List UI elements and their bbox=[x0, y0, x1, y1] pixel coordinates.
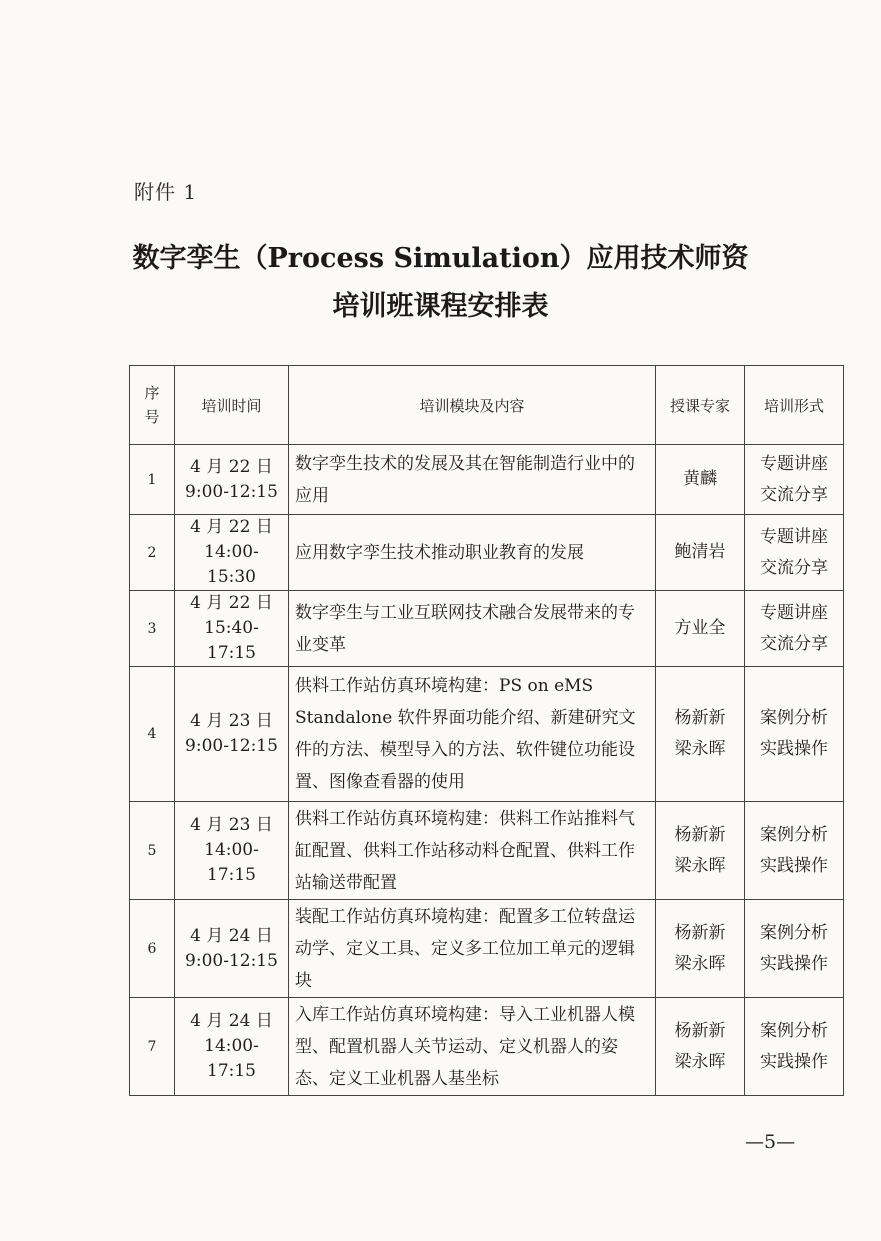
expert-name: 方业全 bbox=[674, 618, 726, 638]
row-form bbox=[745, 515, 844, 591]
expert-name: 梁永晖 bbox=[674, 739, 726, 759]
row-expert bbox=[656, 445, 745, 515]
row-form bbox=[745, 900, 844, 998]
row-form bbox=[745, 802, 844, 900]
row-expert bbox=[656, 802, 745, 900]
expert-name: 梁永晖 bbox=[674, 855, 726, 876]
row-content: 供料工作站仿真环境构建：PS on eMS Standalone 软件界面功能介绍、新建研究文件的方法、模型导入的方法、软件键位功能设置、图像查看器的使用 bbox=[289, 667, 656, 802]
header-content: 培训模块及内容 bbox=[289, 366, 656, 445]
header-form: 培训形式 bbox=[745, 366, 844, 445]
row-date: 4 月 24 日 bbox=[190, 1011, 273, 1031]
row-date: 4 月 23 日 bbox=[190, 711, 273, 731]
table-row bbox=[130, 445, 844, 515]
row-date: 4 月 23 日 bbox=[190, 815, 273, 835]
document-title-line-1: 数字孪生（Process Simulation）应用技术师资 bbox=[132, 243, 749, 274]
table-row bbox=[130, 998, 844, 1096]
row-date: 4 月 22 日 bbox=[190, 456, 273, 477]
row-time bbox=[175, 802, 289, 900]
row-form bbox=[745, 998, 844, 1096]
row-number: 7 bbox=[130, 998, 175, 1096]
row-date: 4 月 24 日 bbox=[190, 925, 273, 946]
row-time bbox=[175, 445, 289, 515]
form-label: 交流分享 bbox=[760, 557, 828, 578]
row-time-range: 9:00-12:15 bbox=[185, 736, 278, 756]
row-time bbox=[175, 900, 289, 998]
expert-name: 梁永晖 bbox=[674, 1051, 726, 1072]
attachment-label: 附件 1 bbox=[134, 180, 198, 204]
form-label: 专题讲座 bbox=[760, 602, 828, 623]
row-expert bbox=[656, 900, 745, 998]
form-label: 案例分析 bbox=[760, 922, 828, 943]
expert-name: 杨新新 bbox=[674, 708, 726, 728]
table-row bbox=[130, 667, 844, 802]
row-time bbox=[175, 515, 289, 591]
row-expert bbox=[656, 667, 745, 802]
row-content: 供料工作站仿真环境构建：供料工作站推料气缸配置、供料工作站移动料仓配置、供料工作站输送带配置 bbox=[289, 802, 656, 900]
table-row bbox=[130, 900, 844, 998]
header-time: 培训时间 bbox=[175, 366, 289, 445]
row-date: 4 月 22 日 bbox=[190, 517, 273, 537]
row-number: 5 bbox=[130, 802, 175, 900]
row-time-range: 14:00-15:30 bbox=[204, 542, 259, 587]
expert-name: 黄麟 bbox=[683, 469, 717, 489]
form-label: 实践操作 bbox=[760, 953, 828, 974]
row-expert bbox=[656, 591, 745, 667]
row-date: 4 月 22 日 bbox=[190, 593, 273, 613]
form-label: 案例分析 bbox=[760, 708, 828, 728]
form-label: 实践操作 bbox=[760, 855, 828, 876]
table-row bbox=[130, 591, 844, 667]
form-label: 案例分析 bbox=[760, 824, 828, 845]
form-label: 交流分享 bbox=[760, 484, 828, 505]
form-label: 案例分析 bbox=[760, 1020, 828, 1041]
row-time-range: 14:00-17:15 bbox=[204, 1036, 259, 1081]
header-number: 序 号 bbox=[130, 366, 175, 445]
form-label: 交流分享 bbox=[760, 633, 828, 654]
row-time-range: 9:00-12:15 bbox=[185, 481, 278, 502]
row-number: 6 bbox=[130, 900, 175, 998]
expert-name: 杨新新 bbox=[674, 1020, 726, 1041]
expert-name: 杨新新 bbox=[674, 824, 726, 845]
row-time bbox=[175, 998, 289, 1096]
table-header-row bbox=[130, 366, 844, 445]
row-time bbox=[175, 591, 289, 667]
row-number: 2 bbox=[130, 515, 175, 591]
form-label: 专题讲座 bbox=[760, 526, 828, 547]
row-content: 装配工作站仿真环境构建：配置多工位转盘运动学、定义工具、定义多工位加工单元的逻辑块 bbox=[289, 900, 656, 998]
table-row bbox=[130, 802, 844, 900]
row-form bbox=[745, 591, 844, 667]
course-schedule-table bbox=[129, 365, 844, 1096]
row-content: 数字孪生技术的发展及其在智能制造行业中的应用 bbox=[289, 445, 656, 515]
row-number: 4 bbox=[130, 667, 175, 802]
row-content: 数字孪生与工业互联网技术融合发展带来的专业变革 bbox=[289, 591, 656, 667]
header-expert: 授课专家 bbox=[656, 366, 745, 445]
form-label: 实践操作 bbox=[760, 1051, 828, 1072]
row-time-range: 15:40-17:15 bbox=[204, 618, 259, 663]
row-content: 应用数字孪生技术推动职业教育的发展 bbox=[289, 515, 656, 591]
expert-name: 梁永晖 bbox=[674, 953, 726, 974]
form-label: 专题讲座 bbox=[760, 453, 828, 474]
row-form bbox=[745, 667, 844, 802]
row-expert bbox=[656, 515, 745, 591]
row-time-range: 9:00-12:15 bbox=[185, 950, 278, 971]
form-label: 实践操作 bbox=[760, 739, 828, 759]
row-number: 1 bbox=[130, 445, 175, 515]
row-time-range: 14:00-17:15 bbox=[204, 840, 259, 885]
expert-name: 杨新新 bbox=[674, 922, 726, 943]
row-expert bbox=[656, 998, 745, 1096]
table-row bbox=[130, 515, 844, 591]
page-number: —5— bbox=[745, 1131, 796, 1153]
row-number: 3 bbox=[130, 591, 175, 667]
document-title-line-2: 培训班课程安排表 bbox=[332, 291, 549, 322]
expert-name: 鲍清岩 bbox=[674, 542, 726, 562]
row-content: 入库工作站仿真环境构建：导入工业机器人模型、配置机器人关节运动、定义机器人的姿态、定义工业机器人基坐标 bbox=[289, 998, 656, 1096]
row-form bbox=[745, 445, 844, 515]
row-time bbox=[175, 667, 289, 802]
